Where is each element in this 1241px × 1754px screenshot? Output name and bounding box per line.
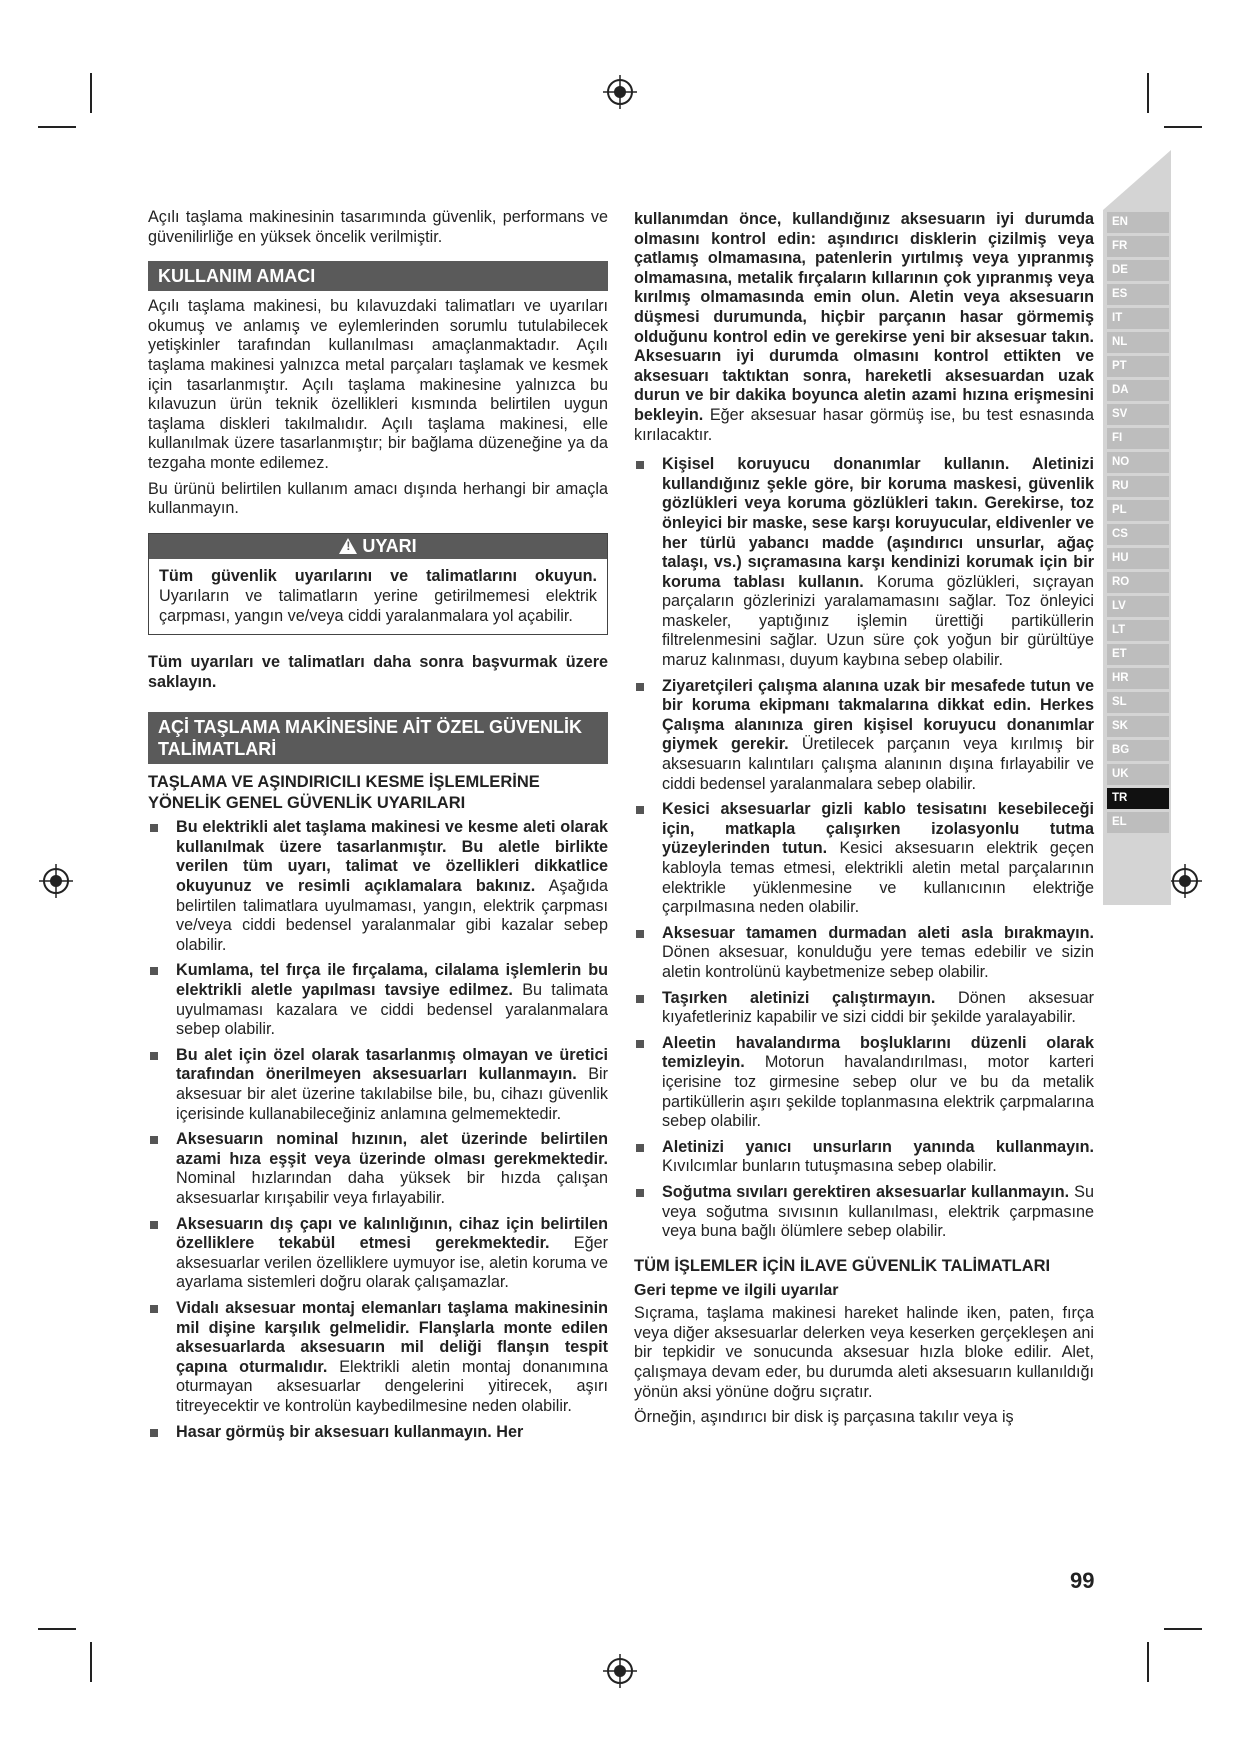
language-tab[interactable]: BG — [1107, 740, 1169, 761]
list-item — [148, 1215, 608, 1293]
language-tab[interactable]: SK — [1107, 716, 1169, 737]
page-number: 99 — [1070, 1568, 1095, 1593]
subheading-additional-instructions: TÜM İŞLEMLER İÇİN İLAVE GÜVENLİK TALİMATLARI — [634, 1256, 1051, 1275]
kickback-paragraph: Sıçrama, taşlama makinesi hareket halinde iken, paten, fırça veya diğer aksesuarlar delerken veya keserken gerçekleşen ani bir tepkidir ve sonucunda aksesuar hızla bloke edilir. Alet, çalışmaya devam eder, bu durumda aleti aksesuarın kullanıldığı yönün aksi yönüne doğru sıçratır. — [634, 1304, 1094, 1401]
square-bullet-icon — [636, 806, 644, 814]
list-item — [634, 1138, 1094, 1177]
left-bullet-list — [148, 818, 608, 1442]
item-bold: Bu alet için özel olarak tasarlanmış olmayan ve üretici tarafından önerilmeyen aksesuarları kullanmayın. — [176, 1045, 608, 1084]
item-text: Dönen aksesuar, konulduğu yere temas edebilir ve sizin aletin kontrolünü kaybetmenize sebep olabilir. — [662, 943, 1094, 981]
language-tab[interactable]: DA — [1107, 380, 1169, 401]
warning-text: Uyarıların ve talimatların yerine getirilmemesi elektrik çarpması, yangın ve/veya ciddi yaralanmalara yol açabilir. — [159, 586, 597, 625]
language-tab[interactable]: SL — [1107, 692, 1169, 713]
item-text: Eğer aksesuarlar verilen özelliklere uymuyor ise, aletin koruma ve ayarlama sistemleri doğru olarak çalışamazlar. — [176, 1234, 608, 1292]
purpose-paragraph: Bu ürünü belirtilen kullanım amacı dışında herhangi bir amaçla kullanmayın. — [148, 479, 608, 518]
item-bold: Soğutma sıvıları gerektiren aksesuarlar kullanmayın. — [662, 1182, 1070, 1201]
language-tab[interactable]: EL — [1107, 812, 1169, 833]
item-bold: Aletinizi yanıcı unsurların yanında kullanmayın. — [662, 1137, 1094, 1156]
crop-mark — [1147, 73, 1149, 113]
item-text: Üretilecek parçanın veya kırılmış bir aksesuarın kalıntıları çalışma alanının dışına fırlayabilir ve ciddi bedensel yaralanmalara sebep olabilir. — [662, 735, 1094, 793]
right-column — [634, 210, 1094, 1434]
language-tab[interactable]: NO — [1107, 452, 1169, 473]
language-tab[interactable]: EN — [1107, 212, 1169, 233]
item-bold: Kesici aksesuarlar gizli kablo tesisatını kesebileceği için, matkapla çalışırken izolasyonlu tutma yüzeylerinden tutun. — [662, 800, 1094, 858]
warning-bold: Tüm güvenlik uyarılarını ve talimatlarını okuyun. — [159, 567, 597, 586]
item-bold: Aksesuarın dış çapı ve kalınlığının, cihaz için belirtilen özelliklere tekabül etmesi gerekmektedir. — [176, 1214, 608, 1253]
item-text: Elektrikli aletin montaj donanımına oturmayan aksesuarlar dengelerini yitirecek, aşırı titreyecektir ve kontrolün kaybedilmesine neden olabilir. — [176, 1357, 608, 1415]
section-heading-purpose: KULLANIM AMACI — [148, 261, 608, 291]
square-bullet-icon — [636, 1189, 644, 1197]
language-tab[interactable]: CS — [1107, 524, 1169, 545]
continued-item-text — [634, 210, 1094, 445]
item-text: Bu talimata uyulmaması kazalara ve ciddi bedensel yaralanmalara sebep olabilir. — [176, 981, 608, 1039]
crop-mark — [38, 1628, 76, 1630]
item-text: Aşağıda belirtilen talimatlara uyulmaması, yangın, elektrik çarpması ve/veya ciddi bedensel yaralanmalar gibi kazalar sebep olabilir. — [176, 877, 608, 954]
item-bold: Taşırken aletinizi çalıştırmayın. — [662, 988, 936, 1007]
language-tab[interactable]: SV — [1107, 404, 1169, 425]
registration-mark-icon — [603, 75, 637, 109]
crop-mark — [38, 126, 76, 128]
square-bullet-icon — [150, 824, 158, 832]
item-text: Nominal hızlarından daha yüksek bir hızda çalışan aksesuarlar kırışabilir veya fırlayabilir. — [176, 1169, 608, 1207]
square-bullet-icon — [150, 1136, 158, 1144]
warning-box — [148, 533, 608, 635]
square-bullet-icon — [636, 461, 644, 469]
language-tab[interactable]: DE — [1107, 260, 1169, 281]
language-tab[interactable]: LT — [1107, 620, 1169, 641]
warning-icon-mark: ! — [346, 538, 351, 553]
item-text: Koruma gözlükleri, sıçrayan parçaların gözlerinizi yaralamamasını sağlar. Toz önleyici maskeler, yaptığınız işlemin ürettiği partiküllerin filtrelenmesini sağlar. Uzun süre çok yoğun bir gürültüye maruz kalınması, duyum kaybına sebep olabilir. — [662, 572, 1094, 670]
right-bullet-list — [634, 455, 1094, 1242]
registration-mark-icon — [39, 864, 73, 898]
list-item — [634, 677, 1094, 795]
list-item — [634, 455, 1094, 671]
list-item — [148, 961, 608, 1039]
warning-triangle-icon — [339, 538, 357, 554]
list-item — [634, 989, 1094, 1028]
language-tab[interactable]: PL — [1107, 500, 1169, 521]
item-bold: Kişisel koruyucu donanımlar kullanın. Aletinizi kullandığınız şekle göre, bir koruma maskesi, güvenlik gözlükleri veya koruma gözlükleri takın. Gerekirse, toz önleyici bir maske, sese karşı koruyucular, eldivenler ve her türlü yabancı madde (aşındırıcı unsurlar, ağaç talaşı, vs.) sıçramasına karşı kendinizi korumak için bir koruma tablası kullanın. — [662, 455, 1094, 591]
item-bold: Aksesuarın nominal hızının, alet üzerinde belirtilen azami hıza eşşit veya üzerinde olması gerekmektedir. — [176, 1130, 608, 1168]
language-tab[interactable]: FI — [1107, 428, 1169, 449]
subheading-kickback: Geri tepme ve ilgili uyarılar — [634, 1281, 839, 1299]
keep-instructions-note: Tüm uyarıları ve talimatları daha sonra başvurmak üzere saklayın. — [148, 653, 608, 691]
item-bold: Hasar görmüş bir aksesuarı kullanmayın. Her — [176, 1422, 524, 1441]
square-bullet-icon — [150, 1429, 158, 1437]
item-bold: kullanımdan önce, kullandığınız aksesuarın iyi durumda olmasını kontrol edin: aşındırıcı disklerin çizilmiş veya çatlamış olmamasına, patenlerin yırtılmış veya yıpranmış olmamasına, metalik fırçaların kıllarının çok yıpranmış veya kırılmış olmamasında emin olun. Aletin veya aksesuarın düşmesi durumunda, hiçbir parçanın hasar görmemiş olduğunu kontrol edin ve gerekirse yeni bir aksesuar takın. Aksesuarın iyi durumda olmasını kontrol ettikten ve aksesuarı taktıktan sonra, hareketli aksesuardan uzak durun ve bir dakika boyunca aletin azami hızına erişmesini bekleyin. — [634, 210, 1094, 424]
subheading-general-warnings: TAŞLAMA VE AŞINDIRICILI KESME İŞLEMLERİNE YÖNELİK GENEL GÜVENLİK UYARILARI — [148, 773, 540, 813]
list-item — [634, 800, 1094, 918]
language-tab[interactable]: LV — [1107, 596, 1169, 617]
warning-body — [149, 559, 607, 634]
crop-mark — [1164, 1628, 1202, 1630]
item-text: Bir aksesuar bir alet üzerine takılabilse bile, bu, cihazı güvenlik içerisinde kullanabileceğiniz anlamına gelmemektedir. — [176, 1065, 608, 1123]
square-bullet-icon — [636, 995, 644, 1003]
language-tab-active[interactable]: TR — [1107, 788, 1169, 809]
list-item — [634, 924, 1094, 983]
language-tab[interactable]: ET — [1107, 644, 1169, 665]
square-bullet-icon — [636, 1040, 644, 1048]
registration-mark-icon — [1168, 864, 1202, 898]
item-text: Eğer aksesuar hasar görmüş ise, bu test esnasında kırılacaktır. — [634, 405, 1094, 444]
square-bullet-icon — [636, 930, 644, 938]
section-heading-special: AÇİ TAŞLAMA MAKİNESİNE AİT ÖZEL GÜVENLİK TALİMATLARİ — [148, 712, 608, 764]
crop-mark — [1147, 1642, 1149, 1682]
square-bullet-icon — [150, 1052, 158, 1060]
square-bullet-icon — [636, 1144, 644, 1152]
item-bold: Aleetin havalandırma boşluklarını düzenli olarak temizleyin. — [662, 1033, 1094, 1072]
item-text: Su veya soğutma sıvısının kullanılması, elektrik çarpmasıne veya buna bağlı ölümlere sebep olabilir. — [662, 1182, 1094, 1241]
language-tab[interactable]: NL — [1107, 332, 1169, 353]
language-tab[interactable]: RU — [1107, 476, 1169, 497]
crop-mark — [90, 1642, 92, 1682]
square-bullet-icon — [636, 683, 644, 691]
item-text: Kesici aksesuarın elektrik geçen kabloyla temas etmesi, elektrikli aletin metal parçalarının elektrikle yüklenmesine ve kullanıcının elektriğe çarpılmasına neden olabilir. — [662, 839, 1094, 917]
item-bold: Aksesuar tamamen durmadan aleti asla bırakmayın. — [662, 923, 1094, 942]
language-tab[interactable]: HU — [1107, 548, 1169, 569]
crop-mark — [1164, 126, 1202, 128]
item-bold: Bu elektrikli alet taşlama makinesi ve kesme aleti olarak kullanılmak üzere tasarlanmıştır. Bu aletle birlikte verilen tüm uyarı, talimat ve özellikleri dikkatlice okuyunuz ve resimli açıklamalara bakınız. — [176, 818, 608, 896]
language-tab[interactable]: IT — [1107, 308, 1169, 329]
item-bold: Kumlama, tel fırça ile fırçalama, cilalama işlemlerin bu elektrikli aletle yapılması tavsiye edilmez. — [176, 961, 608, 1000]
square-bullet-icon — [150, 1221, 158, 1229]
left-column — [148, 208, 608, 1448]
list-item — [634, 1183, 1094, 1242]
list-item — [148, 1130, 608, 1208]
item-bold: Ziyaretçileri çalışma alanına uzak bir mesafede tutun ve bir koruma ekipmanı takmalarına dikkat edin. Herkes Çalışma alanınıza giren kişisel koruyucu donanımlar giymek gerekir. — [662, 676, 1094, 754]
square-bullet-icon — [150, 967, 158, 975]
intro-text: Açılı taşlama makinesinin tasarımında güvenlik, performans ve güvenilirliğe en yüksek öncelik verilmiştir. — [148, 208, 608, 246]
list-item — [148, 1299, 608, 1417]
language-tab[interactable]: ES — [1107, 284, 1169, 305]
item-bold: Vidalı aksesuar montaj elemanları taşlama makinesinin mil dişine karşılık gelmelidir. Flanşlarla monte edilen aksesuarlarda aksesuarın mil deliği flanşın tespit çapına oturmalıdır. — [176, 1298, 608, 1376]
purpose-paragraph: Açılı taşlama makinesi, bu kılavuzdaki talimatları ve uyarıları okumuş ve anlamış ve eylemlerinden sorumlu tutulabilecek yetişkinler tarafından kullanılması amaçlanmaktadır. Açılı taşlama makinesi yalnızca metal parçaları taşlamak ve kesmek için tasarlanmıştır. Açılı taşlama makinesine yalnızca bu kılavuzun ürün teknik özellikleri kısmında belirtilen uygun taşlama diskleri takılmalıdır. Açılı taşlama makinesi, elle kullanılmak üzere tasarlanmıştır; bir bağlama düzeneğine ya da tezgaha monte edilemez. — [148, 297, 608, 472]
item-text: Kıvılcımlar bunların tutuşmasına sebep olabilir. — [662, 1157, 997, 1176]
item-text: Dönen aksesuar kıyafetleriniz kapabilir ve sizi ciddi bir şekilde yaralayabilir. — [662, 988, 1094, 1027]
list-item — [148, 818, 608, 955]
warning-header — [149, 534, 607, 560]
language-tab[interactable]: PT — [1107, 356, 1169, 377]
language-tab[interactable]: HR — [1107, 668, 1169, 689]
language-tabs — [1107, 212, 1169, 836]
language-tab[interactable]: UK — [1107, 764, 1169, 785]
list-item — [148, 1046, 608, 1124]
item-text: Motorun havalandırılması, motor karteri içerisine toz girmesine sebep olur ve bu da metalik partiküllerin aşırı şekilde toplanmasına elektrik çarpmalarına sebep olabilir. — [662, 1053, 1094, 1131]
list-item — [148, 1423, 608, 1443]
warning-title: UYARI — [362, 535, 417, 556]
crop-mark — [90, 73, 92, 113]
language-tab[interactable]: FR — [1107, 236, 1169, 257]
list-item — [634, 1034, 1094, 1132]
square-bullet-icon — [150, 1305, 158, 1313]
language-tab[interactable]: RO — [1107, 572, 1169, 593]
registration-mark-icon — [603, 1654, 637, 1688]
kickback-paragraph: Örneğin, aşındırıcı bir disk iş parçasına takılır veya iş — [634, 1408, 1014, 1427]
